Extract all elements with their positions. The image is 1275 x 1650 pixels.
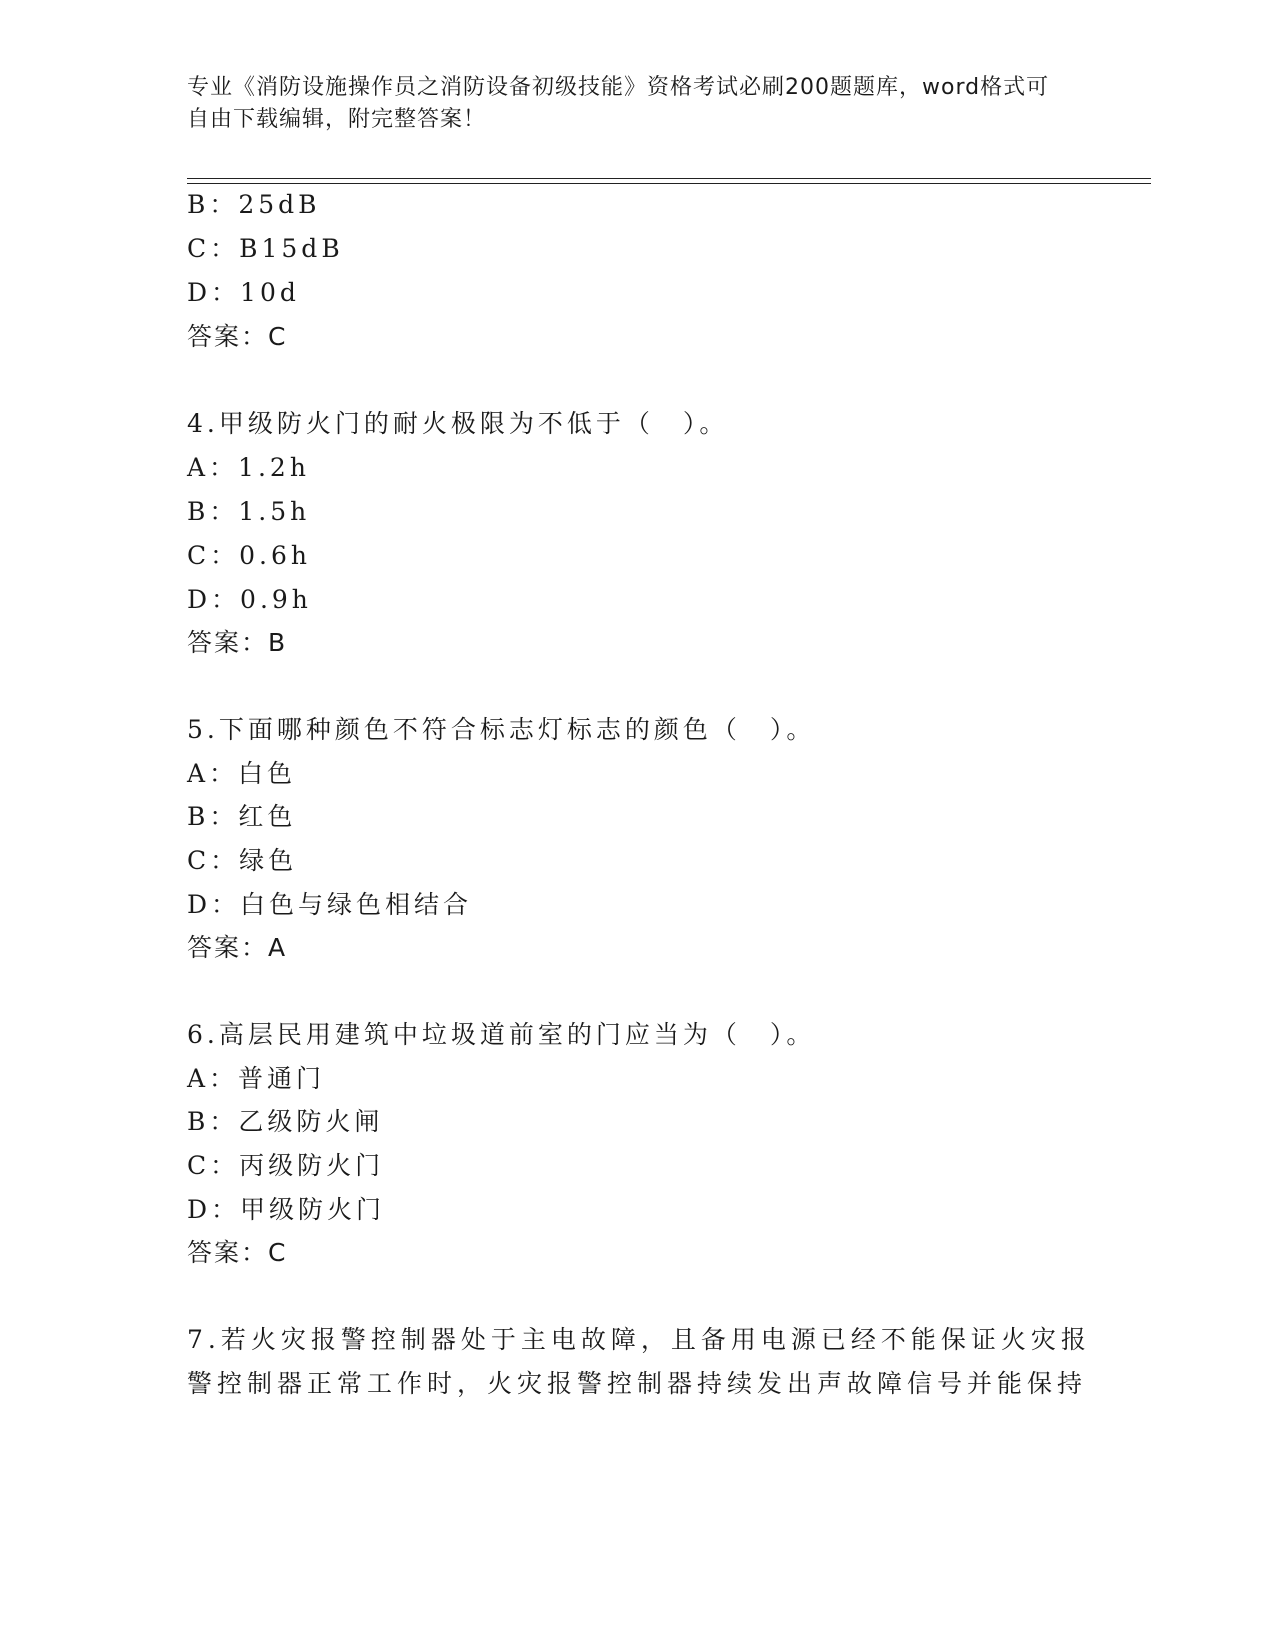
answer-line: 答案：A	[187, 933, 288, 962]
question-stem: 7.若火灾报警控制器处于主电故障，且备用电源已经不能保证火灾报	[187, 1325, 1091, 1354]
option-b: B：红色	[187, 802, 297, 831]
option-a: A：普通门	[187, 1064, 326, 1093]
option-c: C：丙级防火门	[187, 1151, 385, 1180]
answer-line: 答案：C	[187, 322, 288, 351]
option-a: A：1.2h	[187, 453, 310, 482]
option-b: B：乙级防火闸	[187, 1107, 384, 1136]
question-stem: 6.高层民用建筑中垃圾道前室的门应当为（ ）。	[187, 1020, 816, 1049]
question-stem-continued: 警控制器正常工作时，火灾报警控制器持续发出声故障信号并能保持	[187, 1369, 1088, 1398]
answer-line: 答案：B	[187, 628, 288, 657]
option-d: D：10d	[187, 278, 300, 307]
answer-line: 答案：C	[187, 1238, 288, 1267]
option-b: B：1.5h	[187, 497, 311, 526]
question-stem: 5.下面哪种颜色不符合标志灯标志的颜色（ ）。	[187, 715, 816, 744]
option-d: D：0.9h	[187, 585, 312, 614]
header-divider-bottom	[187, 183, 1151, 184]
header-divider-top	[187, 178, 1151, 179]
option-c: C：0.6h	[187, 541, 311, 570]
question-stem: 4.甲级防火门的耐火极限为不低于（ ）。	[187, 409, 729, 438]
option-b: B：25dB	[187, 190, 321, 219]
document-header: 专业《消防设施操作员之消防设备初级技能》资格考试必刷200题题库，word格式可自由下载编辑，附完整答案！	[187, 75, 1050, 132]
option-a: A：白色	[187, 759, 297, 788]
option-c: C：绿色	[187, 846, 298, 875]
option-d: D：甲级防火门	[187, 1195, 386, 1224]
option-c: C：B15dB	[187, 234, 344, 263]
option-d: D：白色与绿色相结合	[187, 890, 473, 919]
